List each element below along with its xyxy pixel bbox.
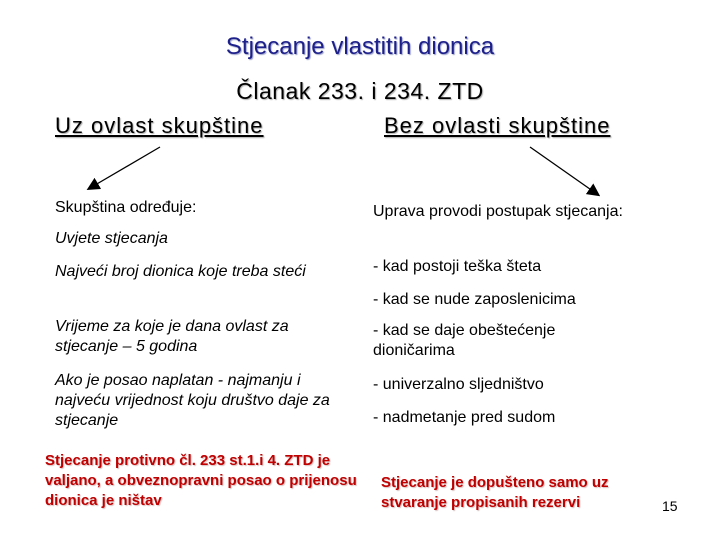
left-item-4: Ako je posao naplatan - najmanju i najveću vrijednost koju društvo daje za stjecanje [55, 372, 330, 429]
left-item-2: Najveći broj dionica koje treba steći [55, 263, 306, 280]
left-note: Stjecanje protivno čl. 233 st.1.i 4. ZTD je valjano, a obveznopravni posao o prijenosu dionica je ništav [45, 452, 357, 509]
slide-subtitle: Članak 233. i 234. ZTD [236, 78, 484, 104]
right-arrow [530, 147, 597, 194]
right-item-1: - kad postoji teška šteta [373, 258, 542, 275]
right-item-5: - nadmetanje pred sudom [373, 409, 556, 426]
left-column-header: Uz ovlast skupštine [55, 113, 264, 138]
right-item-3: - kad se daje obeštećenje dioničarima [373, 322, 556, 359]
right-item-2: - kad se nude zaposlenicima [373, 291, 576, 308]
right-item-4: - univerzalno sljedništvo [373, 376, 544, 393]
right-note: Stjecanje je dopušteno samo uz stvaranje propisanih rezervi [381, 474, 609, 511]
left-lead: Skupština određuje: [55, 199, 197, 216]
slide-title: Stjecanje vlastitih dionica [225, 33, 495, 60]
page-number: 15 [662, 498, 678, 514]
left-item-3: Vrijeme za koje je dana ovlast za stjecanje – 5 godina [55, 318, 289, 355]
left-item-1: Uvjete stjecanja [55, 230, 168, 247]
right-lead: Uprava provodi postupak stjecanja: [373, 203, 623, 220]
left-arrow [90, 147, 160, 188]
right-column-header: Bez ovlasti skupštine [384, 113, 611, 138]
